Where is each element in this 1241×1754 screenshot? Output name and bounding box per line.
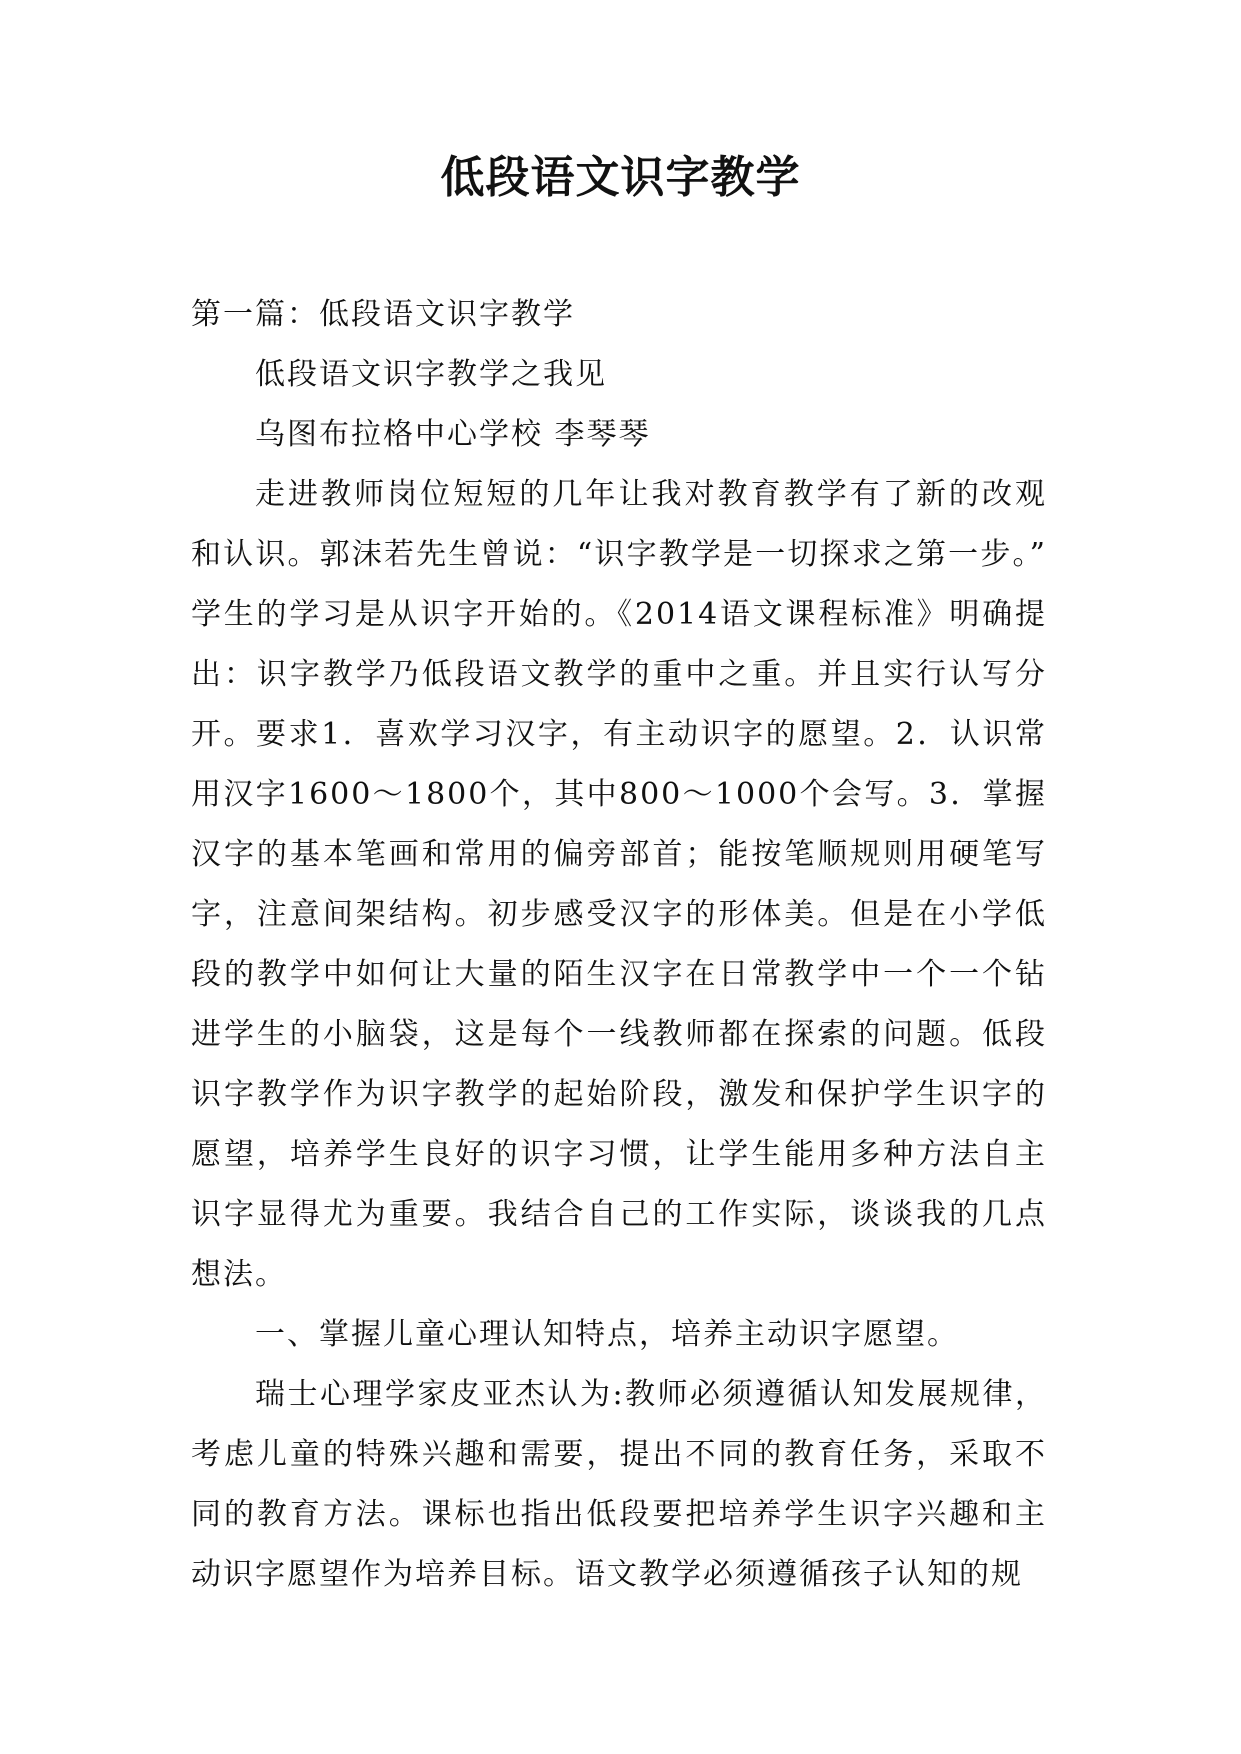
body-paragraph: 走进教师岗位短短的几年让我对教育教学有了新的改观和认识。郭沫若先生曾说：“识字教学是一切探求之第一步。”学生的学习是从识字开始的。《2014语文课程标准》明确提出：识字教学乃低段语文教学的重中之重。并且实行认写分开。要求1．喜欢学习汉字，有主动识字的愿望。2．认识常用汉字1600～1800个，其中800～1000个会写。3．掌握汉字的基本笔画和常用的偏旁部首；能按笔顺规则用硬笔写字，注意间架结构。初步感受汉字的形体美。但是在小学低段的教学中如何让大量的陌生汉字在日常教学中一个一个钻进学生的小脑袋，这是每个一线教师都在探索的问题。低段识字教学作为识字教学的起始阶段，激发和保护学生识字的愿望，培养学生良好的识字习惯，让学生能用多种方法自主识字显得尤为重要。我结合自己的工作实际，谈谈我的几点想法。 xyxy=(191,477,1047,1292)
document-title: 低段语文识字教学 xyxy=(440,152,801,203)
body-paragraph: 瑞士心理学家皮亚杰认为:教师必须遵循认知发展规律，考虑儿童的特殊兴趣和需要，提出不同的教育任务，采取不同的教育方法。课标也指出低段要把培养学生识字兴趣和主动识字愿望作为培养目标。语文教学必须遵循孩子认知的规 xyxy=(191,1377,1047,1592)
body-paragraph: 乌图布拉格中心学校 李琴琴 xyxy=(255,417,651,452)
body-paragraph: 一、掌握儿童心理认知特点，培养主动识字愿望。 xyxy=(255,1317,959,1352)
document-body xyxy=(191,285,1047,1605)
body-paragraph: 低段语文识字教学之我见 xyxy=(255,357,607,392)
body-paragraph: 第一篇：低段语文识字教学 xyxy=(191,297,575,332)
